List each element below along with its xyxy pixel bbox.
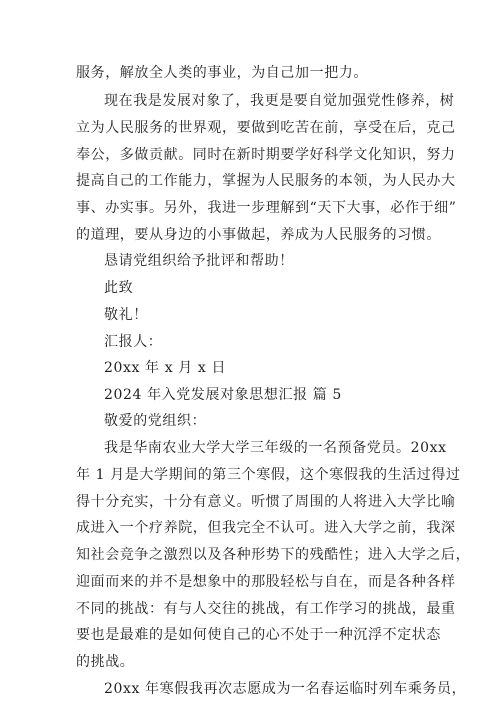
text-line: 成进入一个疗养院，但我完全不认可。进入大学之前，我深	[76, 520, 456, 536]
salutation: 敬爱的党组织：	[104, 413, 207, 429]
text-line: 敬礼！	[104, 307, 148, 323]
text-line: 20xx 年 x 月 x 日	[104, 360, 227, 376]
text-line: 得十分充实，十分有意义。听惯了周围的人将进入大学比喻	[76, 494, 456, 510]
text-line: 此致	[104, 280, 134, 296]
text-line: 恳请党组织给予批评和帮助！	[104, 253, 294, 269]
text-line: 20xx 年寒假我再次志愿成为一名春运临时列车乘务员，	[104, 681, 467, 697]
text-line: 知社会竞争之激烈以及各种形势下的残酷性；进入大学之后，	[76, 547, 471, 563]
text-line: 现在我是发展对象了，我更是要自觉加强党性修养，树	[104, 93, 455, 109]
text-line: 我是华南农业大学大学三年级的一名预备党员。20xx	[104, 440, 447, 456]
text-line: 立为人民服务的世界观，要做到吃苦在前，享受在后，克己	[76, 120, 456, 136]
text-line: 的道理，要从身边的小事做起，养成为人民服务的习惯。	[76, 227, 441, 243]
text-line: 奉公，多做贡献。同时在新时期要学好科学文化知识，努力	[76, 147, 456, 163]
text-line: 年 1 月是大学期间的第三个寒假，这个寒假我的生活过得过	[76, 467, 461, 483]
text-line: 事、办实事。另外，我进一步理解到“天下大事，必作于细”	[76, 200, 457, 216]
text-line: 服务，解放全人类的事业，为自己加一把力。	[76, 65, 368, 81]
text-line: 不同的挑战：有与人交往的挑战，有工作学习的挑战，最重	[76, 601, 456, 617]
text-line: 迎面而来的并不是想象中的那股轻松与自在，而是各种各样	[76, 574, 456, 590]
section-heading: 2024 年入党发展对象思想汇报 篇 5	[104, 387, 342, 403]
text-line: 要也是最难的是如何使自己的心不处于一种沉浮不定状态	[76, 627, 441, 643]
text-line: 汇报人：	[104, 334, 163, 350]
text-line: 的挑战。	[76, 654, 135, 670]
text-line: 提高自己的工作能力，掌握为人民服务的本领，为人民办大	[76, 173, 456, 189]
